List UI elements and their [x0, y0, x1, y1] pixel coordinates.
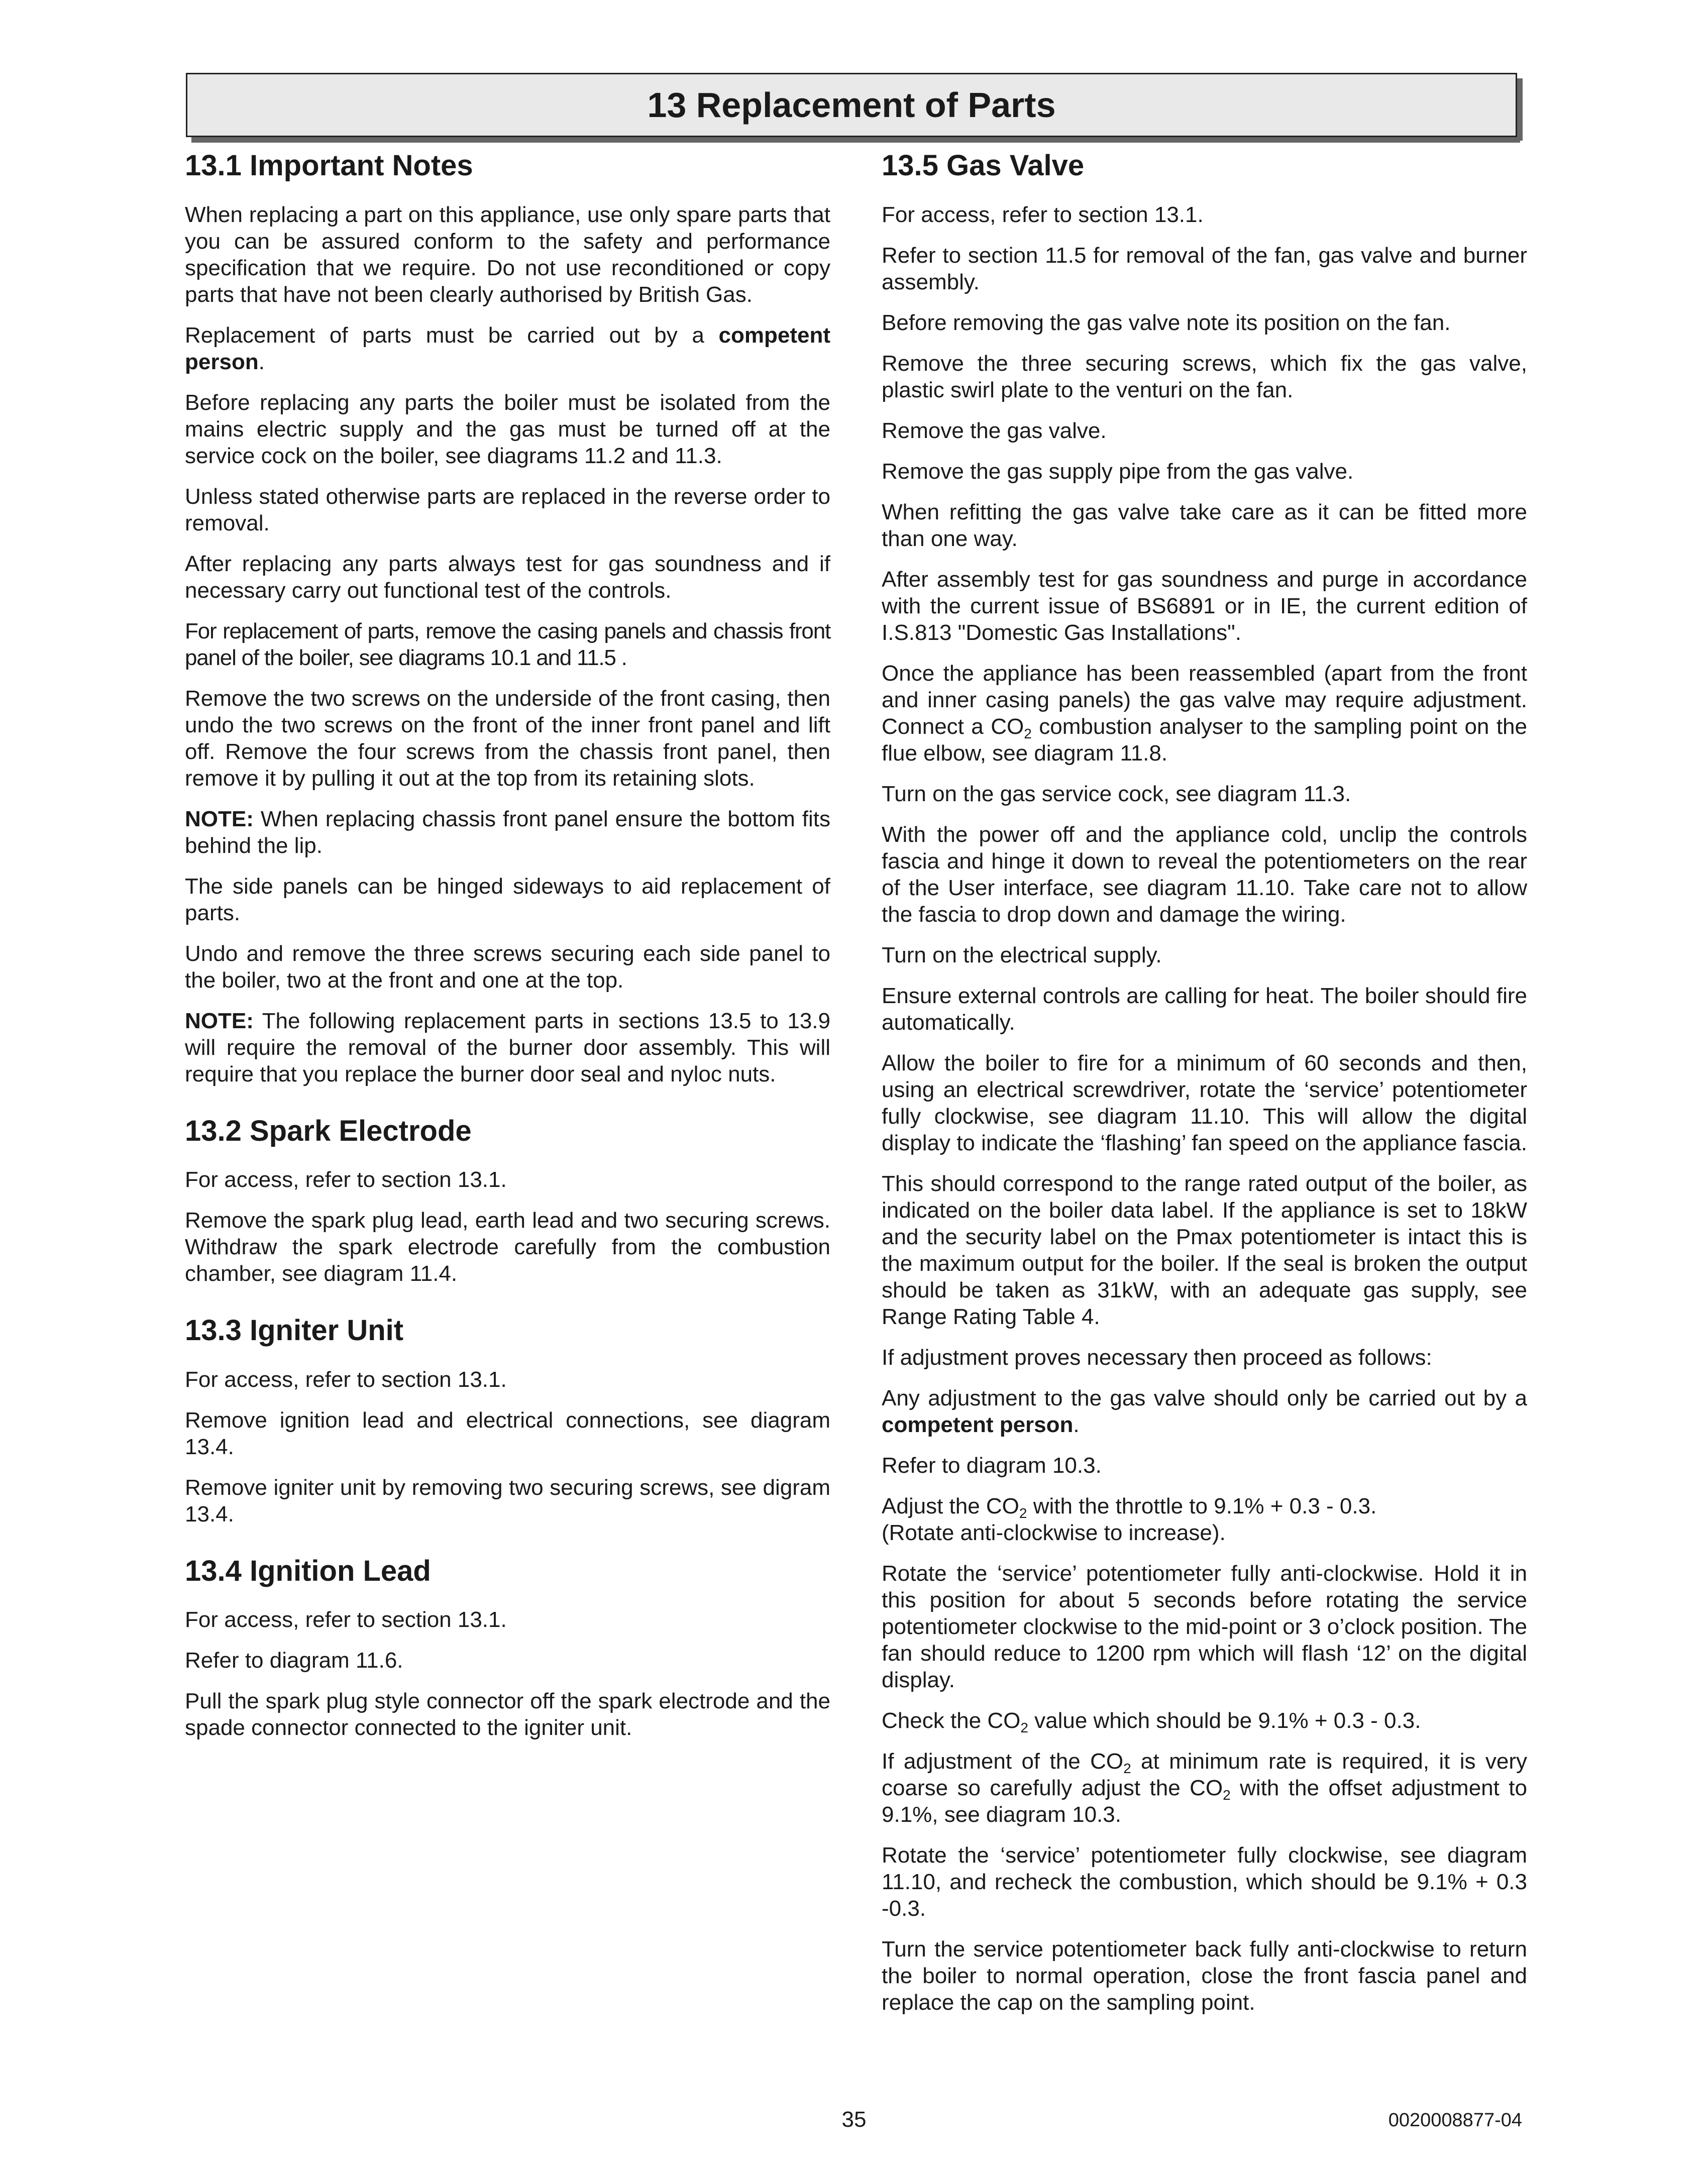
- paragraph: Remove the two screws on the underside of the front casing, then undo the two screws on the front of the inner front panel and lift off. Remove the four screws from the chassis front panel, then remove it by pulling it out at the top from its retaining slots.: [185, 686, 830, 791]
- paragraph: Ensure external controls are calling for heat. The boiler should fire automatically.: [882, 983, 1527, 1035]
- paragraph: Rotate the ‘service’ potentiometer fully anti-clockwise. Hold it in this position for about 5 seconds before rotating the service potentiometer clockwise to the mid-point or 3 o’clock position. The fan should reduce to 1200 rpm which will flash ‘12’ on the digital display.: [882, 1561, 1527, 1692]
- paragraph: Remove the spark plug lead, earth lead and two securing screws. Withdraw the spark electrode carefully from the combustion chamber, see diagram 11.4.: [185, 1208, 830, 1286]
- paragraph: Turn on the electrical supply.: [882, 942, 1162, 967]
- document-code: 0020008877-04: [1388, 2110, 1522, 2131]
- note-label: NOTE:: [185, 1008, 254, 1033]
- section-heading: 13.1 Important Notes: [185, 149, 473, 182]
- section-13-2: [185, 1114, 830, 1287]
- paragraph: Remove the three securing screws, which fix the gas valve, plastic swirl plate to the venturi on the fan.: [882, 351, 1527, 402]
- paragraph: Before removing the gas valve note its position on the fan.: [882, 310, 1451, 335]
- paragraph: For access, refer to section 13.1.: [185, 1367, 507, 1392]
- paragraph: Adjust the $CO_2$ with the throttle to 9.1% + 0.3 - 0.3. (Rotate anti-clockwise to increase).: [882, 1493, 1377, 1545]
- section-heading: 13.5 Gas Valve: [882, 149, 1085, 182]
- paragraph: Pull the spark plug style connector off the spark electrode and the spade connector connected to the igniter unit.: [185, 1689, 830, 1740]
- paragraph: When replacing a part on this appliance, use only spare parts that you can be assured conform to the safety and performance specification that we require. Do not use reconditioned or copy parts that have not been clearly authorised by British Gas.: [185, 202, 830, 307]
- paragraph: Remove ignition lead and electrical connections, see diagram 13.4.: [185, 1407, 830, 1459]
- page-title: 13 Replacement of Parts: [647, 85, 1056, 125]
- paragraph: Check the $CO_2$ value which should be 9.1% + 0.3 - 0.3.: [882, 1708, 1421, 1735]
- note-label: NOTE:: [185, 806, 254, 831]
- paragraph: Refer to diagram 11.6.: [185, 1648, 403, 1673]
- paragraph: The side panels can be hinged sideways to aid replacement of parts.: [185, 874, 830, 925]
- page-title-box: [186, 73, 1517, 137]
- paragraph: Before replacing any parts the boiler must be isolated from the mains electric supply and the gas must be turned off at the service cock on the boiler, see diagrams 11.2 and 11.3.: [185, 390, 830, 468]
- paragraph: After replacing any parts always test for gas soundness and if necessary carry out functional test of the controls.: [185, 551, 830, 603]
- note: NOTE: The following replacement parts in sections 13.5 to 13.9 will require the removal of the burner door assembly. This will require that you replace the burner door seal and nyloc nuts.: [185, 1008, 830, 1086]
- section-13-4: [185, 1554, 830, 1741]
- paragraph: Any adjustment to the gas valve should only be carried out by a competent person.: [882, 1385, 1527, 1437]
- paragraph: After assembly test for gas soundness and purge in accordance with the current issue of BS6891 or in IE, the current edition of I.S.813 "Domestic Gas Installations".: [882, 567, 1527, 645]
- paragraph: Unless stated otherwise parts are replaced in the reverse order to removal.: [185, 484, 830, 535]
- right-column: [882, 148, 1527, 2030]
- paragraph: Remove the gas valve.: [882, 418, 1107, 443]
- paragraph: If adjustment proves necessary then proceed as follows:: [882, 1345, 1432, 1370]
- section-heading: 13.4 Ignition Lead: [185, 1554, 431, 1587]
- emphasis: competent person: [882, 1412, 1074, 1437]
- paragraph: When refitting the gas valve take care as it can be fitted more than one way.: [882, 499, 1527, 551]
- paragraph: Rotate the ‘service’ potentiometer fully clockwise, see diagram 11.10, and recheck the combustion, which should be 9.1% + 0.3 -0.3.: [882, 1842, 1527, 1921]
- section-13-1: [185, 148, 830, 1087]
- section-heading: 13.3 Igniter Unit: [185, 1314, 404, 1347]
- note: NOTE: When replacing chassis front panel ensure the bottom fits behind the lip.: [185, 806, 830, 858]
- page-number: 35: [841, 2107, 867, 2132]
- section-13-5: [882, 148, 1527, 2016]
- paragraph: For access, refer to section 13.1.: [882, 202, 1204, 227]
- paragraph: Turn the service potentiometer back fully anti-clockwise to return the boiler to normal operation, close the front fascia panel and replace the cap on the sampling point.: [882, 1936, 1527, 2015]
- paragraph: If adjustment of the $CO_2$ at minimum rate is required, it is very coarse so carefully adjust the $CO_2$ with the offset adjustment to 9.1%, see diagram 10.3.: [882, 1749, 1528, 1827]
- paragraph: Refer to section 11.5 for removal of the fan, gas valve and burner assembly.: [882, 243, 1527, 294]
- emphasis: competent person: [185, 322, 830, 374]
- section-heading: 13.2 Spark Electrode: [185, 1114, 472, 1147]
- section-13-3: [185, 1313, 830, 1528]
- paragraph: Once the appliance has been reassembled (apart from the front and inner casing panels) the gas valve may require adjustment. Connect a $CO_2$ combustion analyser to the sampling point on the flue elbow, see diagram 11.8.: [882, 661, 1527, 766]
- paragraph: This should correspond to the range rated output of the boiler, as indicated on the boiler data label. If the appliance is set to 18kW and the security label on the Pmax potentiometer is intact this is the maximum output for the boiler. If the seal is broken the output should be taken as 31kW, with an adequate gas supply, see Range Rating Table 4.: [882, 1171, 1527, 1329]
- paragraph: For replacement of parts, remove the casing panels and chassis front panel of the boiler, see diagrams 10.1 and 11.5 .: [185, 618, 830, 670]
- paragraph: Replacement of parts must be carried out by a competent person.: [185, 322, 830, 374]
- paragraph: For access, refer to section 13.1.: [185, 1167, 507, 1192]
- paragraph: With the power off and the appliance cold, unclip the controls fascia and hinge it down to reveal the potentiometers on the rear of the User interface, see diagram 11.10. Take care not to allow the fascia to drop down and damage the wiring.: [882, 822, 1527, 927]
- paragraph: Undo and remove the three screws securing each side panel to the boiler, two at the front and one at the top.: [185, 941, 830, 993]
- paragraph: Remove the gas supply pipe from the gas valve.: [882, 459, 1354, 484]
- paragraph: For access, refer to section 13.1.: [185, 1607, 507, 1632]
- paragraph: Turn on the gas service cock, see diagram 11.3.: [882, 781, 1351, 806]
- paragraph: Remove igniter unit by removing two securing screws, see digram 13.4.: [185, 1475, 830, 1527]
- left-column: [185, 148, 830, 1755]
- paragraph: Allow the boiler to fire for a minimum of 60 seconds and then, using an electrical screwdriver, rotate the ‘service’ potentiometer fully clockwise, see diagram 11.10. This will allow the digital display to indicate the ‘flashing’ fan speed on the appliance fascia.: [882, 1050, 1528, 1155]
- paragraph: Refer to diagram 10.3.: [882, 1453, 1102, 1478]
